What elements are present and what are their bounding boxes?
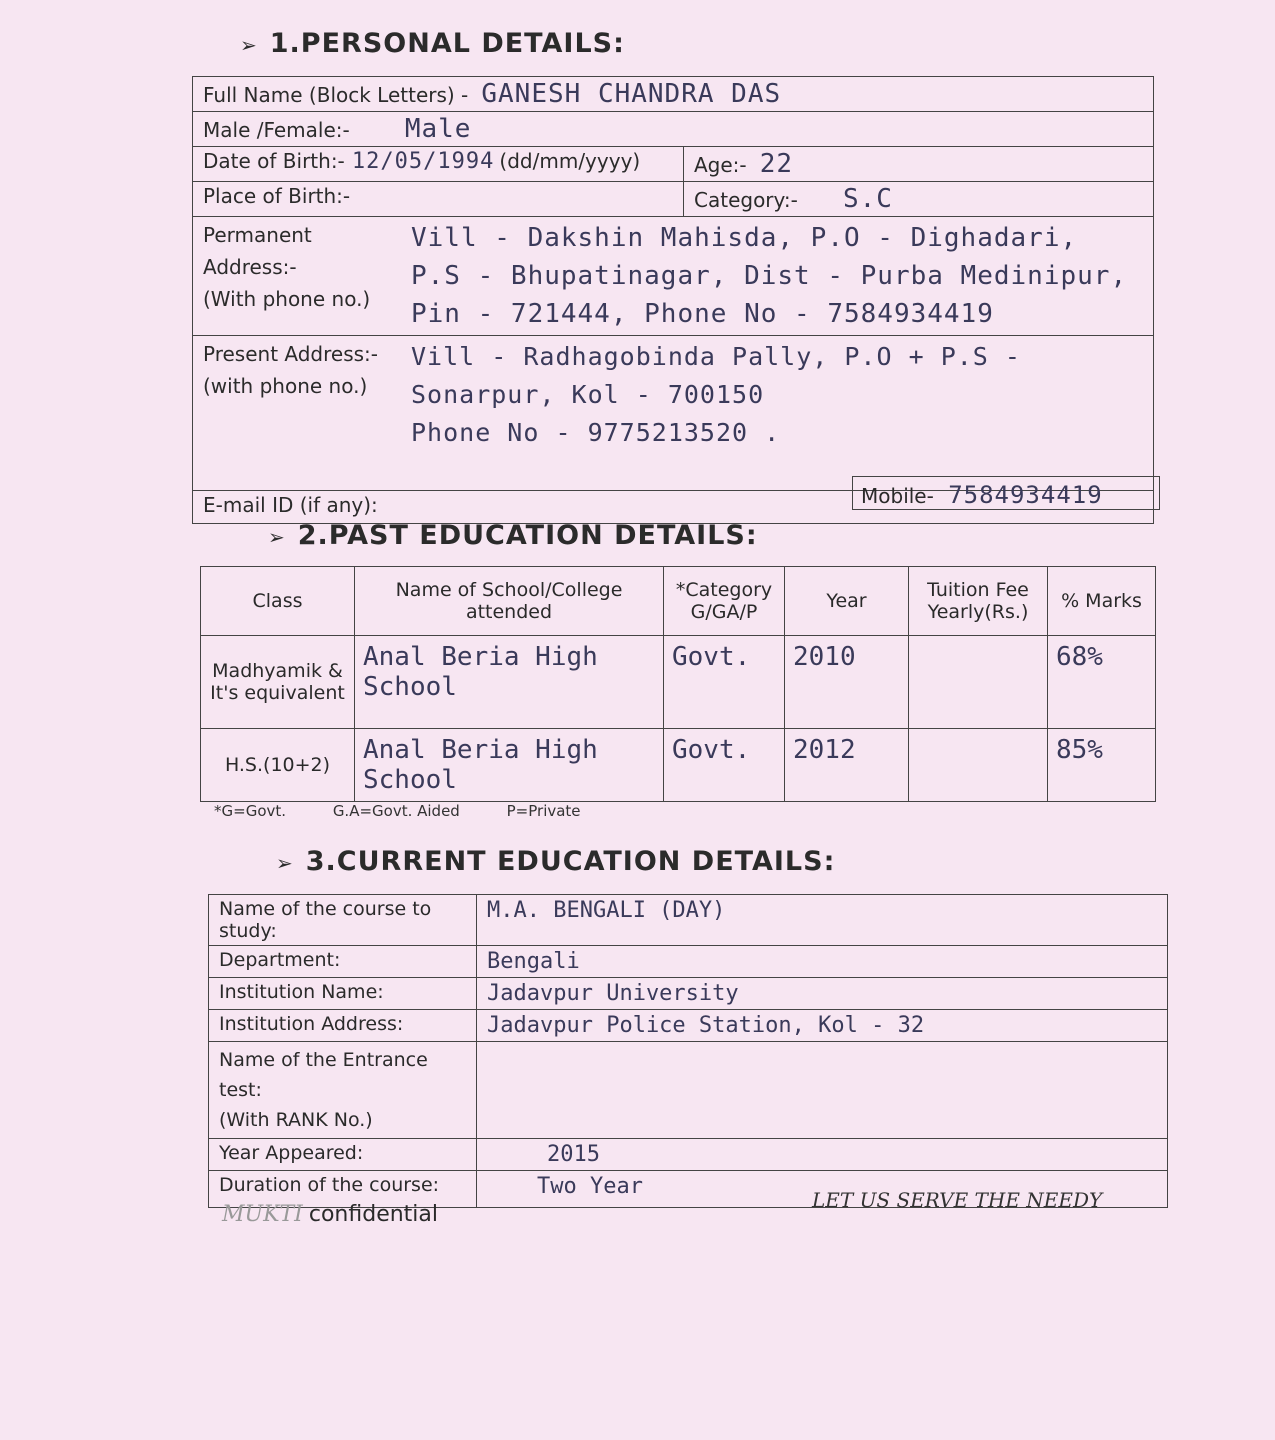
mobile-value: 7584934419 bbox=[948, 481, 1103, 509]
arrow-bullet-icon: ➢ bbox=[240, 33, 258, 57]
cell-category: Govt. bbox=[664, 729, 785, 802]
present-address-phone-label: (with phone no.) bbox=[203, 374, 368, 398]
table-row bbox=[209, 1042, 1168, 1139]
past-education-table bbox=[200, 566, 1156, 802]
pob-cell bbox=[193, 182, 684, 217]
permanent-address-cell bbox=[193, 217, 1154, 336]
cell-marks: 85% bbox=[1048, 729, 1156, 802]
gender-value: Male bbox=[404, 114, 472, 144]
category-label: Category:- bbox=[694, 188, 798, 212]
entrance-rank-label: (With RANK No.) bbox=[219, 1109, 373, 1131]
arrow-bullet-icon: ➢ bbox=[276, 851, 294, 875]
mukti-brand: MUKTI bbox=[222, 1202, 303, 1227]
header-school: Name of School/College attended bbox=[355, 567, 664, 636]
section2-heading: ➢ 2.PAST EDUCATION DETAILS: bbox=[268, 520, 758, 551]
course-label: Name of the course to study: bbox=[209, 895, 477, 946]
category-cell bbox=[684, 182, 1154, 217]
category-legend bbox=[214, 802, 623, 820]
age-value: 22 bbox=[759, 149, 794, 179]
full-name-row bbox=[193, 77, 1154, 112]
footer-motto: LET US SERVE THE NEEDY bbox=[812, 1188, 1103, 1212]
table-row bbox=[201, 729, 1156, 802]
category-value: S.C bbox=[842, 184, 893, 214]
table-header-row bbox=[201, 567, 1156, 636]
cell-class: Madhyamik & It's equivalent bbox=[201, 636, 355, 729]
header-year: Year bbox=[785, 567, 909, 636]
present-address-line: Sonarpur, Kol - 700150 bbox=[411, 380, 765, 409]
table-row bbox=[209, 946, 1168, 978]
table-row bbox=[209, 978, 1168, 1010]
perm-address-line: Pin - 721444, Phone No - 7584934419 bbox=[411, 299, 994, 329]
header-marks: % Marks bbox=[1048, 567, 1156, 636]
dob-label: Date of Birth:- bbox=[203, 149, 345, 173]
present-address-line: Phone No - 9775213520 . bbox=[411, 418, 781, 447]
cell-class: H.S.(10+2) bbox=[201, 729, 355, 802]
mobile-box bbox=[852, 476, 1160, 510]
section3-heading: ➢ 3.CURRENT EDUCATION DETAILS: bbox=[276, 846, 836, 877]
legend-item: G.A=Govt. Aided bbox=[332, 802, 460, 820]
email-label: E-mail ID (if any): bbox=[203, 493, 378, 517]
perm-address-line: Vill - Dakshin Mahisda, P.O - Dighadari, bbox=[411, 223, 1078, 253]
institution-label: Institution Name: bbox=[209, 978, 477, 1010]
gender-row bbox=[193, 112, 1154, 147]
personal-details-table bbox=[192, 76, 1154, 524]
table-row bbox=[209, 1139, 1168, 1171]
duration-label: Duration of the course: bbox=[209, 1171, 477, 1208]
entrance-label: Name of the Entrance test: bbox=[219, 1049, 428, 1101]
footer-left bbox=[222, 1202, 438, 1227]
present-address-cell bbox=[193, 336, 1154, 491]
year-label: Year Appeared: bbox=[209, 1139, 477, 1171]
header-category: *Category G/GA/P bbox=[664, 567, 785, 636]
present-address-line: Vill - Radhagobinda Pally, P.O + P.S - bbox=[411, 342, 1021, 371]
present-address-label: Present Address:- bbox=[203, 342, 378, 366]
perm-address-lines bbox=[411, 219, 1127, 333]
cell-school: Anal Beria High School bbox=[355, 636, 664, 729]
perm-address-label: Permanent Address:- bbox=[203, 223, 312, 279]
institution-value: Jadavpur University bbox=[477, 978, 1168, 1010]
arrow-bullet-icon: ➢ bbox=[268, 525, 286, 549]
cell-category: Govt. bbox=[664, 636, 785, 729]
inst-address-label: Institution Address: bbox=[209, 1010, 477, 1042]
pob-label: Place of Birth:- bbox=[203, 184, 351, 208]
cell-year: 2012 bbox=[785, 729, 909, 802]
header-class: Class bbox=[201, 567, 355, 636]
perm-address-line: P.S - Bhupatinagar, Dist - Purba Medinipur, bbox=[411, 261, 1128, 291]
age-label: Age:- bbox=[694, 153, 747, 177]
full-name-value: GANESH CHANDRA DAS bbox=[481, 79, 782, 109]
mobile-label: Mobile- bbox=[861, 484, 934, 508]
cell-fee bbox=[909, 636, 1048, 729]
department-label: Department: bbox=[209, 946, 477, 978]
table-row bbox=[209, 895, 1168, 946]
section1-heading: ➢ 1.PERSONAL DETAILS: bbox=[240, 28, 625, 59]
cell-year: 2010 bbox=[785, 636, 909, 729]
course-value: M.A. BENGALI (DAY) bbox=[477, 895, 1168, 946]
legend-item: P=Private bbox=[506, 802, 581, 820]
cell-fee bbox=[909, 729, 1048, 802]
perm-address-phone-label: (With phone no.) bbox=[203, 287, 371, 311]
table-row bbox=[201, 636, 1156, 729]
present-address-lines bbox=[411, 338, 1021, 452]
gender-label: Male /Female:- bbox=[203, 118, 350, 142]
cell-school: Anal Beria High School bbox=[355, 729, 664, 802]
inst-address-value: Jadavpur Police Station, Kol - 32 bbox=[477, 1010, 1168, 1042]
duration-value: Two Year bbox=[477, 1171, 1168, 1208]
dob-value: 12/05/1994 bbox=[351, 149, 495, 174]
cell-marks: 68% bbox=[1048, 636, 1156, 729]
entrance-label-cell bbox=[209, 1042, 477, 1139]
year-value: 2015 bbox=[477, 1139, 1168, 1171]
table-row bbox=[209, 1010, 1168, 1042]
dob-format: (dd/mm/yyyy) bbox=[499, 149, 641, 173]
age-cell bbox=[684, 147, 1154, 182]
header-fee: Tuition Fee Yearly(Rs.) bbox=[909, 567, 1048, 636]
dob-cell bbox=[193, 147, 684, 182]
current-education-table bbox=[208, 894, 1168, 1208]
full-name-label: Full Name (Block Letters) - bbox=[203, 83, 469, 107]
confidential-text: confidential bbox=[308, 1202, 439, 1227]
legend-item: *G=Govt. bbox=[214, 802, 287, 820]
department-value: Bengali bbox=[477, 946, 1168, 978]
entrance-value bbox=[477, 1042, 1168, 1139]
